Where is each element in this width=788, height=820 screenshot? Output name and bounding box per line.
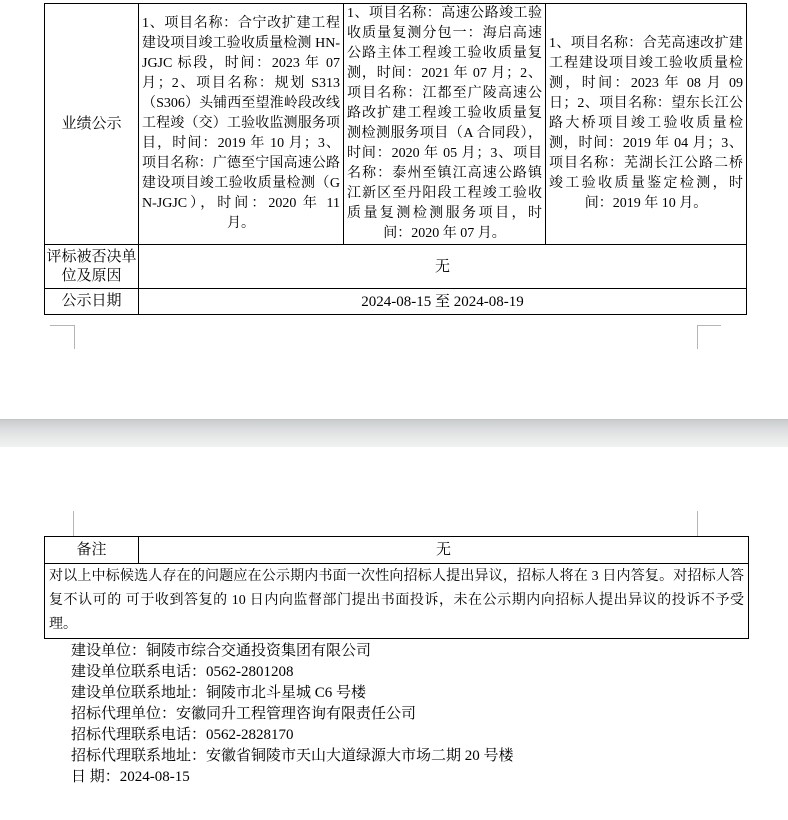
rejected-label-cell: 评标被否决单位及原因 xyxy=(45,245,139,289)
rejected-value-cell: 无 xyxy=(139,245,747,289)
table-row xyxy=(45,289,747,315)
table-row xyxy=(45,245,747,289)
margin-corner-mark xyxy=(697,511,698,536)
remark-table xyxy=(44,536,749,639)
agency-phone-line: 招标代理联系电话：0562-2828170 xyxy=(71,727,294,743)
performance-bidder2-cell: 1、项目名称：高速公路竣工验收质量复测分包一：海启高速公路主体工程竣工验收质量复测，时间：2021 年 07 月；2、项目名称：江都至广陵高速公路改扩建工程竣工验收质量复测检测服务项目（A 合同段），时间：2020 年 05 月；3、项目名称：泰州至镇江高速公路镇江新区至丹阳段工程竣工验收质量复测检测服务项目，时间：2020 年 07 月。 xyxy=(344,4,546,245)
construction-unit-phone-line: 建设单位联系电话：0562-2801208 xyxy=(71,664,294,680)
performance-bidder3-cell: 1、项目名称：合芜高速改扩建工程建设项目竣工验收质量检测，时间：2023 年 08 月 09 日；2、项目名称：望东长江公路大桥项目竣工验收质量检测，时间：2019 年 04 月；3、项目名称：芜湖长江公路二桥竣工验收质量鉴定检测，时间：2019 年 10 月。 xyxy=(546,4,747,245)
objection-note-cell: 对以上中标候选人存在的问题应在公示期内书面一次性向招标人提出异议，招标人将在 3 日内答复。对招标人答复不认可的 可于收到答复的 10 日内向监督部门提出书面投诉，未在公示期内向招标人提出异议的投诉不予受理。 xyxy=(45,564,749,639)
publicity-date-value-cell: 2024-08-15 至 2024-08-19 xyxy=(139,289,747,315)
construction-unit-address-line: 建设单位联系地址：铜陵市北斗星城 C6 号楼 xyxy=(71,685,367,701)
date-line: 日 期：2024-08-15 xyxy=(71,769,190,785)
publicity-date-label-cell: 公示日期 xyxy=(45,289,139,315)
remark-value-cell: 无 xyxy=(139,537,749,564)
page-gap-separator xyxy=(0,419,788,447)
agency-address-line: 招标代理联系地址：安徽省铜陵市天山大道绿源大市场二期 20 号楼 xyxy=(71,748,514,764)
performance-label-cell: 业绩公示 xyxy=(45,4,139,245)
performance-bidder1-cell: 1、项目名称：合宁改扩建工程建设项目竣工验收质量检测 HN-JGJC 标段，时间：2023 年 07 月；2、项目名称：规划 S313（S306）头铺西至望淮岭段改线工程竣（交）工验收监测服务项目，时间：2019 年 10 月；3、项目名称：广德至宁国高速公路建设项目竣工验收质量检测（GN-JGJC），时间：2020 年 11 月。 xyxy=(139,4,344,245)
construction-unit-line: 建设单位：铜陵市综合交通投资集团有限公司 xyxy=(71,643,372,659)
agency-unit-line: 招标代理单位：安徽同升工程管理咨询有限责任公司 xyxy=(71,706,417,722)
margin-corner-mark xyxy=(73,511,74,536)
margin-corner-mark xyxy=(697,325,721,326)
margin-corner-mark xyxy=(697,325,698,349)
remark-label-cell: 备注 xyxy=(45,537,139,564)
contact-info-block xyxy=(71,641,514,788)
margin-corner-mark xyxy=(74,325,75,349)
table-row xyxy=(45,4,747,245)
bid-result-table xyxy=(44,3,747,315)
margin-corner-mark xyxy=(50,325,74,326)
table-row xyxy=(45,537,749,564)
table-row xyxy=(45,564,749,639)
